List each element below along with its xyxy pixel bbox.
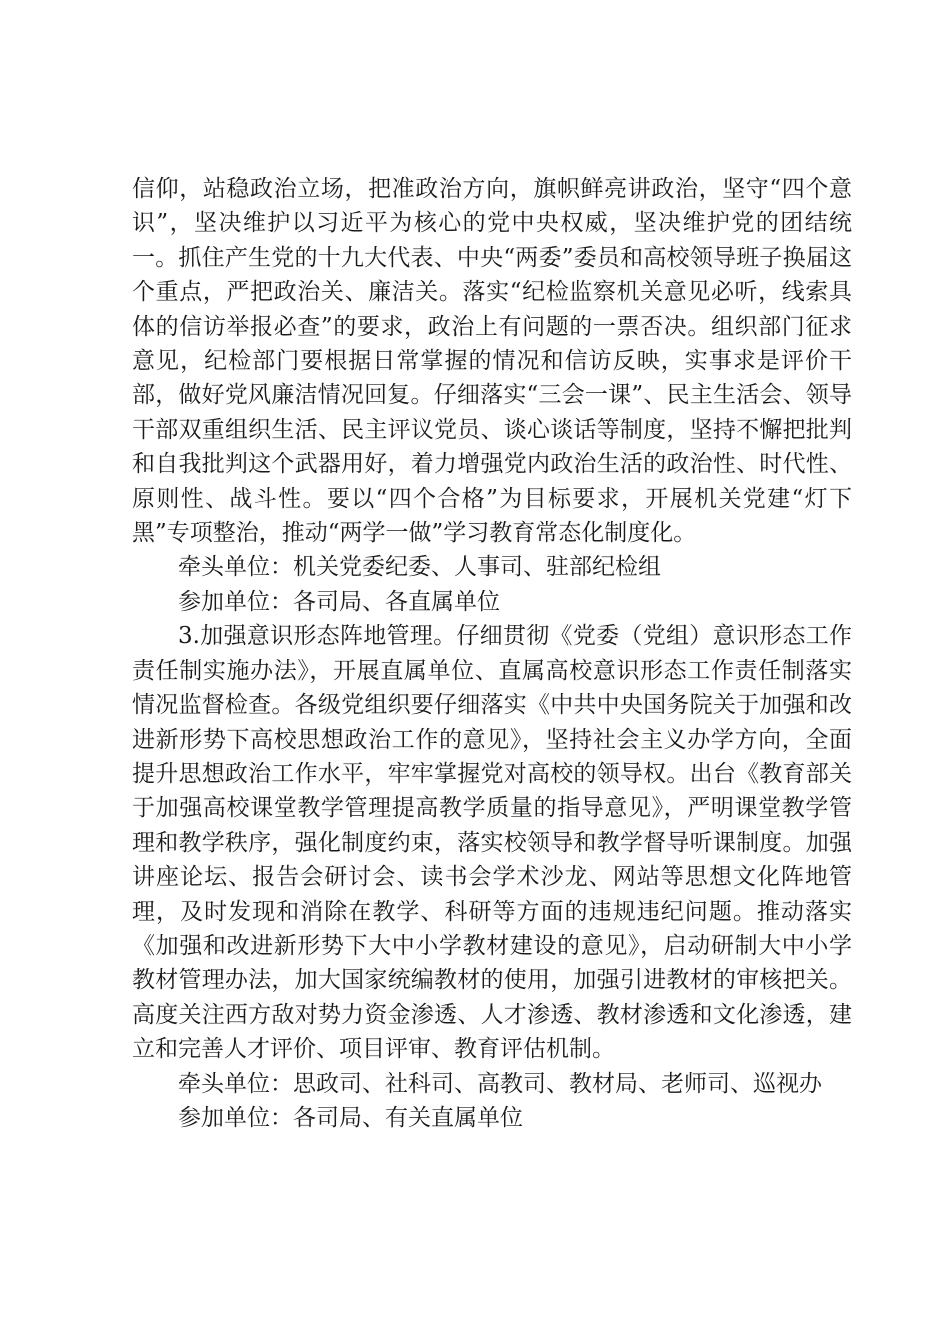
lead-unit-line: 牵头单位：思政司、社科司、高教司、教材局、老师司、巡视办	[178, 1070, 822, 1097]
paragraph-continuation: 信仰，站稳政治立场，把准政治方向，旗帜鲜亮讲政治，坚守“四个意识”，坚决维护以习近平为核心的党中央权威，坚决维护党的团结统一。抓住产生党的十九大代表、中央“两委”委员和高校领导班子换届这个重点，严把政治关、廉洁关。落实“纪检监察机关意见必听，线索具体的信访举报必查”的要求，政治上有问题的一票否决。组织部门征求意见，纪检部门要根据日常掌握的情况和信访反映，实事求是评价干部，做好党风廉洁情况回复。仔细落实“三会一课”、民主生活会、领导干部双重组织生活、民主评议党员、谈心谈话等制度，坚持不懈把批判和自我批判这个武器用好，着力增强党内政治生活的政治性、时代性、原则性、战斗性。要以“四个合格”为目标要求，开展机关党建“灯下黑”专项整治，推动“两学一做”学习教育常态化制度化。	[132, 176, 852, 547]
participating-unit-line: 参加单位：各司局、有关直属单位	[178, 1104, 523, 1131]
numbered-item-3: 3.加强意识形态阵地管理。仔细贯彻《党委（党组）意识形态工作责任制实施办法》，开展直属单位、直属高校意识形态工作责任制落实情况监督检查。各级党组织要仔细落实《中共中央国务院关于加强和改进新形势下高校思想政治工作的意见》，坚持社会主义办学方向，全面提升思想政治工作水平，牢牢掌握党对高校的领导权。出台《教育部关于加强高校课堂教学管理提高教学质量的指导意见》，严明课堂教学管理和教学秩序，强化制度约束，落实校领导和教学督导听课制度。加强讲座论坛、报告会研讨会、读书会学术沙龙、网站等思想文化阵地管理，及时发现和消除在教学、科研等方面的违规违纪问题。推动落实《加强和改进新形势下大中小学教材建设的意见》，启动研制大中小学教材管理办法，加大国家统编教材的使用，加强引进教材的审核把关。高度关注西方敌对势力资金渗透、人才渗透、教材渗透和文化渗透，建立和完善人才评价、项目评审、教育评估机制。	[132, 623, 852, 1063]
participating-unit-line: 参加单位：各司局、各直属单位	[178, 588, 500, 615]
document-body	[132, 172, 852, 1135]
lead-unit-line: 牵头单位：机关党委纪委、人事司、驻部纪检组	[178, 554, 661, 581]
